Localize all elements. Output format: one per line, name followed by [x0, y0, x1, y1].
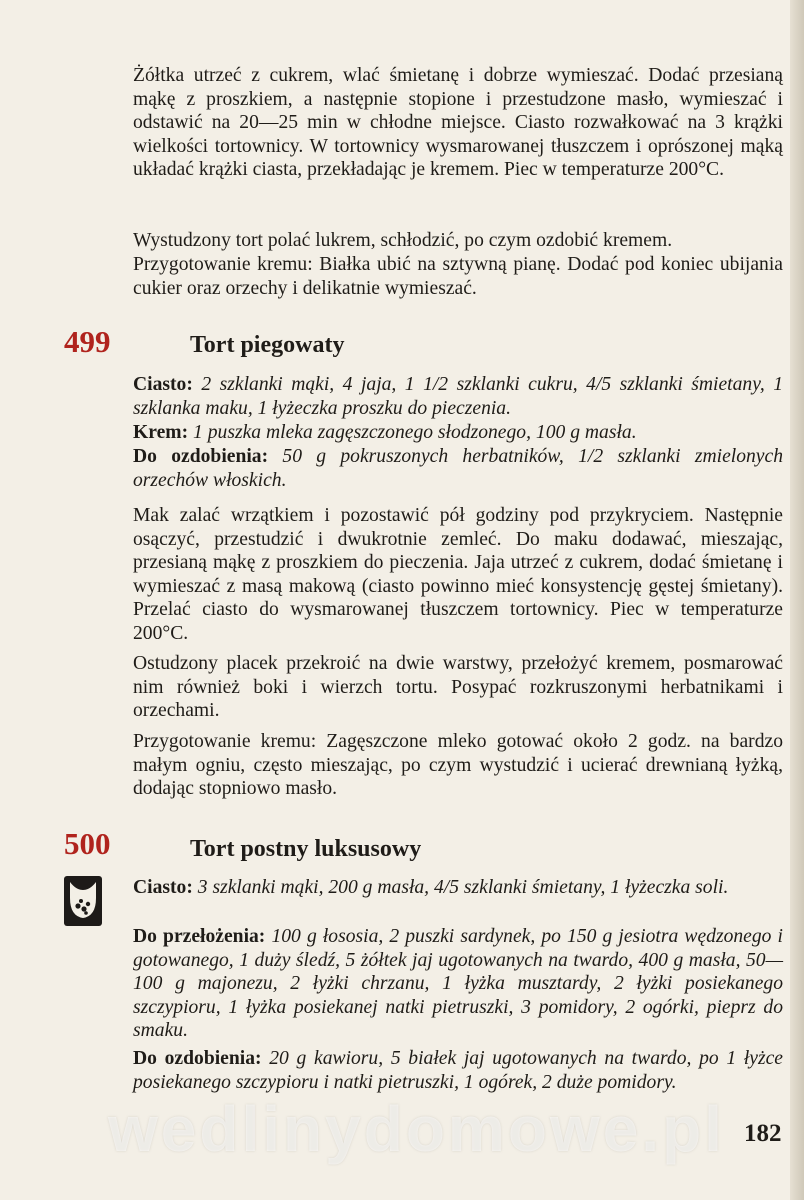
recipe-500-dough-ingredients: [133, 876, 783, 900]
recipe-499-dough-label: Ciasto:: [133, 374, 193, 395]
recipe-499-dough-text: 2 szklanki mąki, 4 jaja, 1 1/2 szklanki cukru, 4/5 szklanki śmietany, 1 szklanka maku, 1 łyżeczka proszku do pieczenia.: [133, 374, 783, 419]
recipe-499-title: Tort piegowaty: [190, 332, 345, 358]
page-number: 182: [744, 1120, 782, 1147]
intro-paragraph-3: Przygotowanie kremu: Białka ubić na sztywną pianę. Dodać pod koniec ubijania cukier oraz orzechy i delikatnie wymieszać.: [133, 254, 783, 299]
recipe-499-decoration-text: 50 g pokruszonych herbatników, 1/2 szklanki zmielonych orzechów włoskich.: [133, 446, 783, 491]
recipe-500-decoration-ingredients: [133, 1047, 783, 1094]
recipe-499-decoration-label: Do ozdobienia:: [133, 446, 269, 467]
recipe-499-number: 499: [64, 324, 111, 359]
page-spine-edge: [790, 0, 804, 1200]
recipe-500-dough-text: 3 szklanki mąki, 200 g masła, 4/5 szklanki śmietany, 1 łyżeczka soli.: [197, 877, 729, 898]
recipe-499-paragraph-2: Ostudzony placek przekroić na dwie warstwy, przełożyć kremem, posmarować nim również boki i wierzch tortu. Posypać rozkruszonymi herbatnikami i orzechami.: [133, 653, 783, 722]
recipe-499-cream-text: 1 puszka mleka zagęszczonego słodzonego, 100 g masła.: [193, 422, 637, 443]
recipe-499-decoration-ingredients: [133, 445, 783, 492]
watermark: wedlinydomowe.pl: [108, 1093, 725, 1165]
recipe-499-paragraph-1: Mak zalać wrzątkiem i pozostawić pół godziny pod przykryciem. Następnie osączyć, przestudzić i dwukrotnie zemleć. Do maku dodawać, mieszając, przesianą mąkę z proszkiem do pieczenia. Jaja utrzeć z cukrem, dodać śmietanę i wymieszać z masą makową (ciasto powinno mieć konsystencję gęstej śmietany). Przelać ciasto do wysmarowanej tłuszczem tortownicy. Piec w temperaturze 200°C.: [133, 505, 783, 644]
intro-paragraph-1: Żółtka utrzeć z cukrem, wlać śmietanę i dobrze wymieszać. Dodać przesianą mąkę z proszkiem, a następnie stopione i przestudzone masło, wymieszać i odstawić na 20—25 min w chłodne miejsce. Ciasto rozwałkować na 3 krążki wielkości tortownicy. W tortownicy wysmarowanej tłuszczem i oprószonej mąką układać krążki ciasta, przekładając je kremem. Piec w temperaturze 200°C.: [133, 65, 783, 181]
salt-shaker-icon: [64, 876, 102, 926]
recipe-499-cream-label: Krem:: [133, 422, 189, 443]
recipe-500-filling-ingredients: [133, 925, 783, 1043]
recipe-500-dough-label: Ciasto:: [133, 877, 193, 898]
recipe-500-filling-text: 100 g łososia, 2 puszki sardynek, po 150 g jesiotra wędzonego i gotowanego, 1 duży śledź, 5 żółtek jaj ugotowanych na twardo, 400 g masła, 50—100 g majonezu, 2 łyżki chrzanu, 1 łyżka musztardy, 2 łyżki posiekanego szczypioru, 1 łyżka posiekanej natki pietruszki, 3 pomidory, 2 ogórki, pieprz do smaku.: [133, 926, 783, 1042]
recipe-499-dough-ingredients: [133, 373, 783, 420]
intro-paragraph-2: Wystudzony tort polać lukrem, schłodzić, po czym ozdobić kremem.: [133, 230, 673, 251]
recipe-500-filling-label: Do przełożenia:: [133, 926, 266, 947]
recipe-499-cream-ingredients: [133, 421, 783, 445]
recipe-500-number: 500: [64, 826, 111, 861]
recipe-500-title: Tort postny luksusowy: [190, 836, 422, 862]
recipe-499-paragraph-3: Przygotowanie kremu: Zagęszczone mleko gotować około 2 godz. na bardzo małym ogniu, często mieszając, po czym wystudzić i ucierać drewnianą łyżką, dodając stopniowo masło.: [133, 731, 783, 800]
recipe-500-decoration-label: Do ozdobienia:: [133, 1048, 262, 1069]
recipe-500-decoration-text: 20 g kawioru, 5 białek jaj ugotowanych na twardo, po 1 łyżce posiekanego szczypioru i natki pietruszki, 1 ogórek, 2 duże pomidory.: [133, 1048, 784, 1093]
